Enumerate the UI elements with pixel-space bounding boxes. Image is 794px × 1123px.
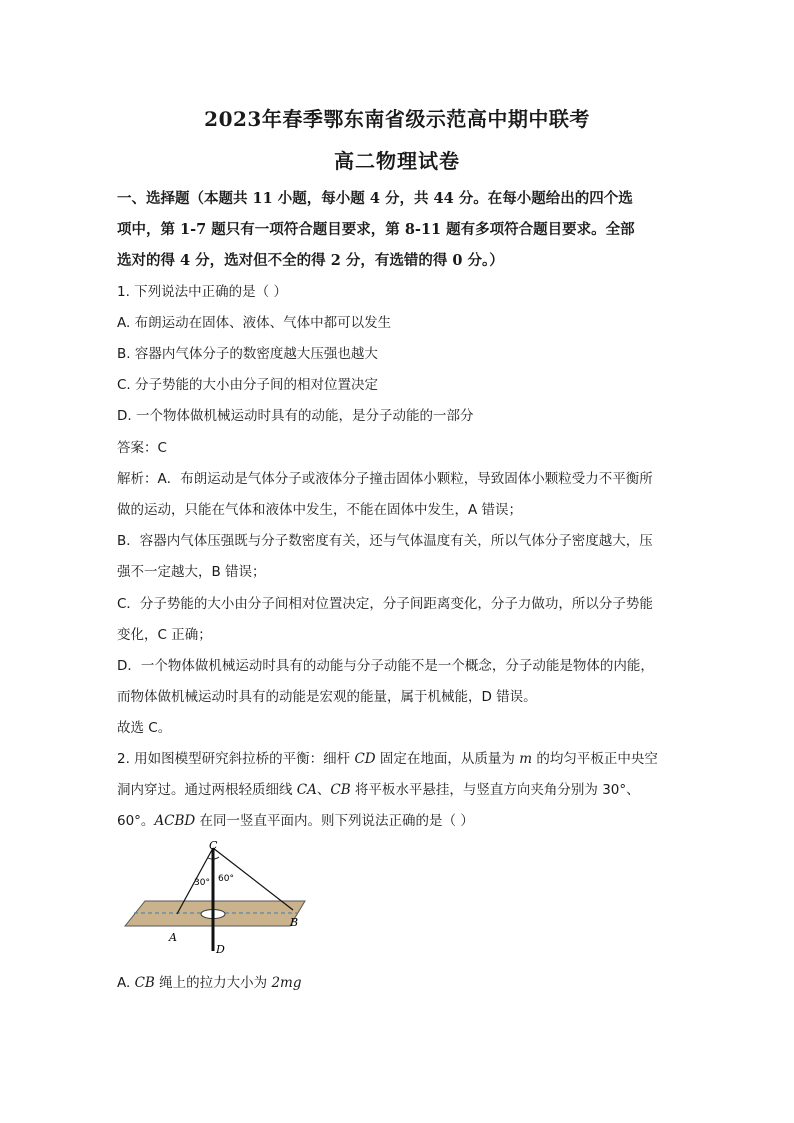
question-1-analysis-line-4: 强不一定越大，B 错误； [117,564,266,580]
question-1-option-d: D. 一个物体做机械运动时具有的动能，是分子动能的一部分 [117,408,474,424]
label-30: 30° [194,878,210,888]
section-heading-line-2: 项中，第 1-7 题只有一项符合题目要求，第 8-11 题有多项符合题目要求。全部 [117,221,635,238]
stem-text: 2. 用如图模型研究斜拉桥的平衡：细杆 [117,751,355,767]
question-1-option-c: C. 分子势能的大小由分子间的相对位置决定 [117,377,379,393]
question-2-option-a [117,971,301,991]
label-b: B [290,916,299,929]
section-heading-line-3: 选对的得 4 分，选对但不全的得 2 分，有选错的得 0 分。） [117,252,504,269]
question-1-analysis-line-6: 变化，C 正确； [117,627,212,643]
question-1-analysis-line-1: 解析：A．布朗运动是气体分子或液体分子撞击固体小颗粒，导致固体小颗粒受力不平衡所 [117,471,653,487]
math-acbd: ACBD [154,813,196,829]
label-d: D [216,943,225,956]
stem-text: 固定在地面，从质量为 [375,751,520,767]
stem-text: 的均匀平板正中央空 [532,751,658,767]
section-heading-line-1: 一、选择题（本题共 11 小题，每小题 4 分，共 44 分。在每小题给出的四个选 [117,190,633,207]
label-c: C [209,839,218,852]
question-1-answer: 答案：C [117,440,167,456]
label-60: 60° [218,874,234,884]
stem-text: 、 [316,782,331,798]
question-1-analysis-line-7: D．一个物体做机械运动时具有的动能与分子动能不是一个概念，分子动能是物体的内能， [117,658,654,674]
math-cb: CB [330,782,351,798]
question-1-option-a: A. 布朗运动在固体、液体、气体中都可以发生 [117,315,392,331]
section-heading [117,183,682,276]
math-cb: CB [134,975,155,991]
question-1-analysis-line-8: 而物体做机械运动时具有的动能是宏观的能量，属于机械能，D 错误。 [117,689,537,705]
exam-subtitle: 高二物理试卷 [334,149,460,173]
math-2mg: 2mg [271,975,302,991]
question-1-analysis-line-3: B．容器内气体压强既与分子数密度有关，还与气体温度有关，所以气体分子密度越大，压 [117,533,653,549]
question-1-conclusion: 故选 C。 [117,720,172,736]
question-1-analysis-line-5: C．分子势能的大小由分子间相对位置决定，分子间距离变化，分子力做功，所以分子势能 [117,596,653,612]
stem-text: 在同一竖直平面内。则下列说法正确的是（ ） [195,813,474,829]
math-cd: CD [354,751,376,767]
math-m: m [519,751,533,767]
question-1-stem: 1. 下列说法中正确的是（ ） [117,284,287,300]
option-prefix: A. [117,975,135,991]
stem-text: 洞内穿过。通过两根轻质细线 [117,782,297,798]
question-2-stem-line-1 [117,747,658,767]
question-2-stem-line-3 [117,809,474,829]
option-text: 绳上的拉力大小为 [154,975,272,991]
stem-text: 将平板水平悬挂，与竖直方向夹角分别为 30°、 [350,782,640,798]
math-ca: CA [296,782,317,798]
exam-title: 2023年春季鄂东南省级示范高中期中联考 [204,107,590,131]
bridge-model-figure [120,836,320,966]
question-2-stem-line-2 [117,778,640,798]
question-1-analysis-line-2: 做的运动，只能在气体和液体中发生，不能在固体中发生，A 错误； [117,502,523,518]
label-a: A [169,931,177,944]
question-1-option-b: B. 容器内气体分子的数密度越大压强也越大 [117,346,378,362]
stem-text: 60°。 [117,813,155,829]
